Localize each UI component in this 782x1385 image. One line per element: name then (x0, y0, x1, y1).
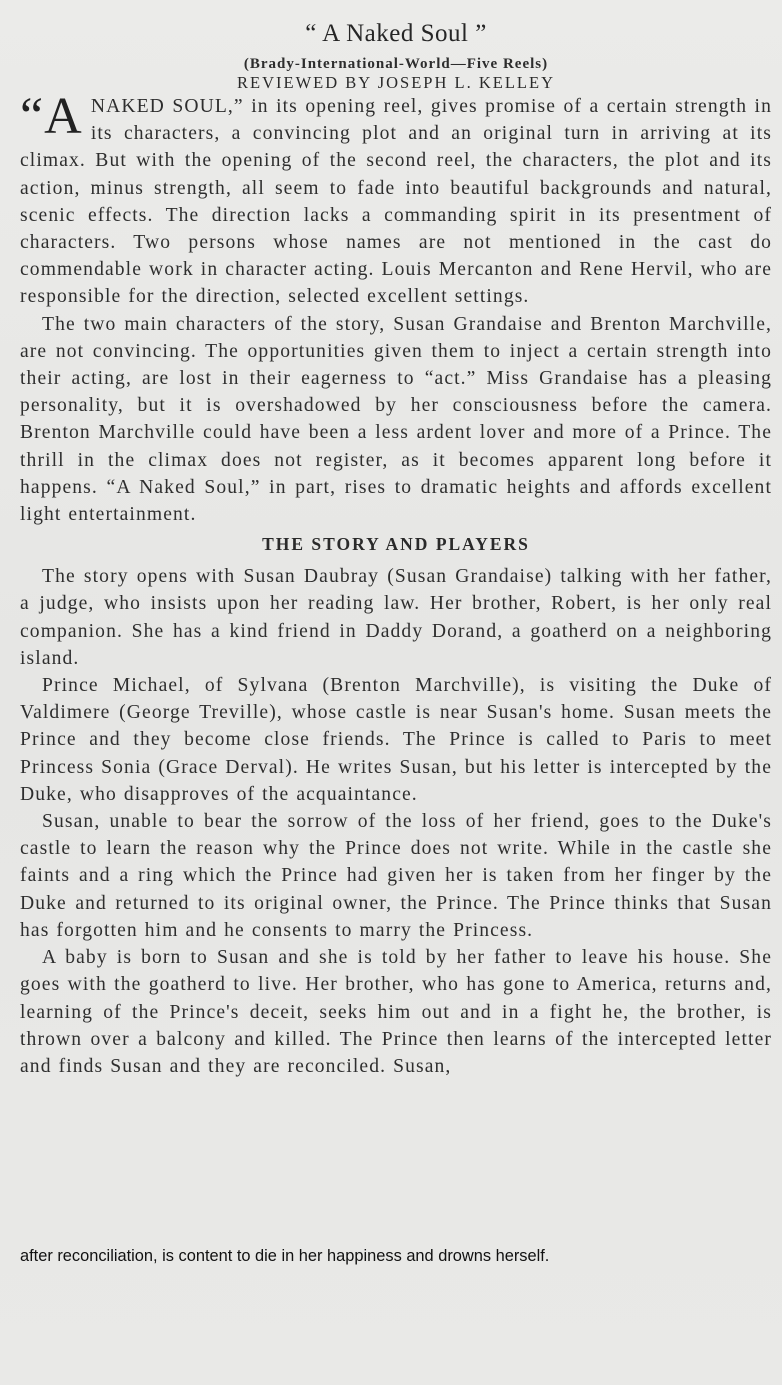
story-paragraph-3: Susan, unable to bear the sorrow of the loss of her friend, goes to the Duke's castle to learn the reason why the Prince does not write. While in the castle she faints and a ring which the Prince had given her is taken from her finger by the Duke and returned to its original owner, the Prince. The Prince thinks that Susan has forgotten him and he consents to marry the Princess. (20, 811, 772, 941)
story-paragraph-2: Prince Michael, of Sylvana (Brenton Marchville), is visiting the Duke of Valdimere (George Treville), whose castle is near Susan's home. Susan meets the Prince and they become close friends. The Prince is called to Paris to meet Princess Sonia (Grace Derval). He writes Susan, but his letter is intercepted by the Duke, who disapproves of the acquaintance. (20, 675, 772, 805)
section-heading: THE STORY AND PLAYERS (262, 534, 530, 555)
article-title: “ A Naked Soul ” (305, 20, 487, 47)
review-paragraph-2: The two main characters of the story, Susan Grandaise and Brenton Marchville, are not convincing. The opportunities given them to inject a certain strength into their acting, are lost in their eagerness to “act.” Miss Grandaise has a pleasing personality, but it is overshadowed by her consciousness before the camera. Brenton Marchville could have been a less ardent lover and more of a Prince. The thrill in the climax does not register, as it becomes apparent long before it happens. “A Naked Soul,” in part, rises to dramatic heights and affords excellent light entertainment. (20, 313, 772, 526)
article-byline: REVIEWED BY JOSEPH L. KELLEY (237, 73, 555, 92)
article-column (20, 14, 772, 1080)
article-subtitle: (Brady-International-World—Five Reels) (243, 56, 549, 72)
drop-cap: “A (20, 88, 83, 145)
appended-note: after reconciliation, is content to die in her happiness and drowns herself. (20, 1247, 550, 1265)
story-paragraph-1: The story opens with Susan Daubray (Susan Grandaise) talking with her father, a judge, who insists upon her reading law. Her brother, Robert, is her only real companion. She has a kind friend in Daddy Dorand, a goatherd on a neighboring island. (20, 566, 772, 669)
review-paragraph-1-text: NAKED SOUL,” in its opening reel, gives promise of a certain strength in its characters, a convincing plot and an original turn in arriving at its climax. But with the opening of the second reel, the characters, the plot and its action, minus strength, all seem to fade into beautiful backgrounds and natural, scenic effects. The direction lacks a commanding spirit in its presentment of characters. Two persons whose names are not mentioned in the cast do commendable work in character acting. Louis Mercanton and Rene Hervil, who are responsible for the direction, selected excellent settings. (20, 96, 772, 308)
review-paragraph-1 (20, 88, 772, 311)
story-paragraph-4: A baby is born to Susan and she is told by her father to leave his house. She goes with the goatherd to live. Her brother, who has gone to America, returns and, learning of the Prince's deceit, seeks him out and in a fight he, the brother, is thrown over a balcony and killed. The Prince then learns of the intercepted letter and finds Susan and they are reconciled. Susan, (20, 947, 772, 1077)
